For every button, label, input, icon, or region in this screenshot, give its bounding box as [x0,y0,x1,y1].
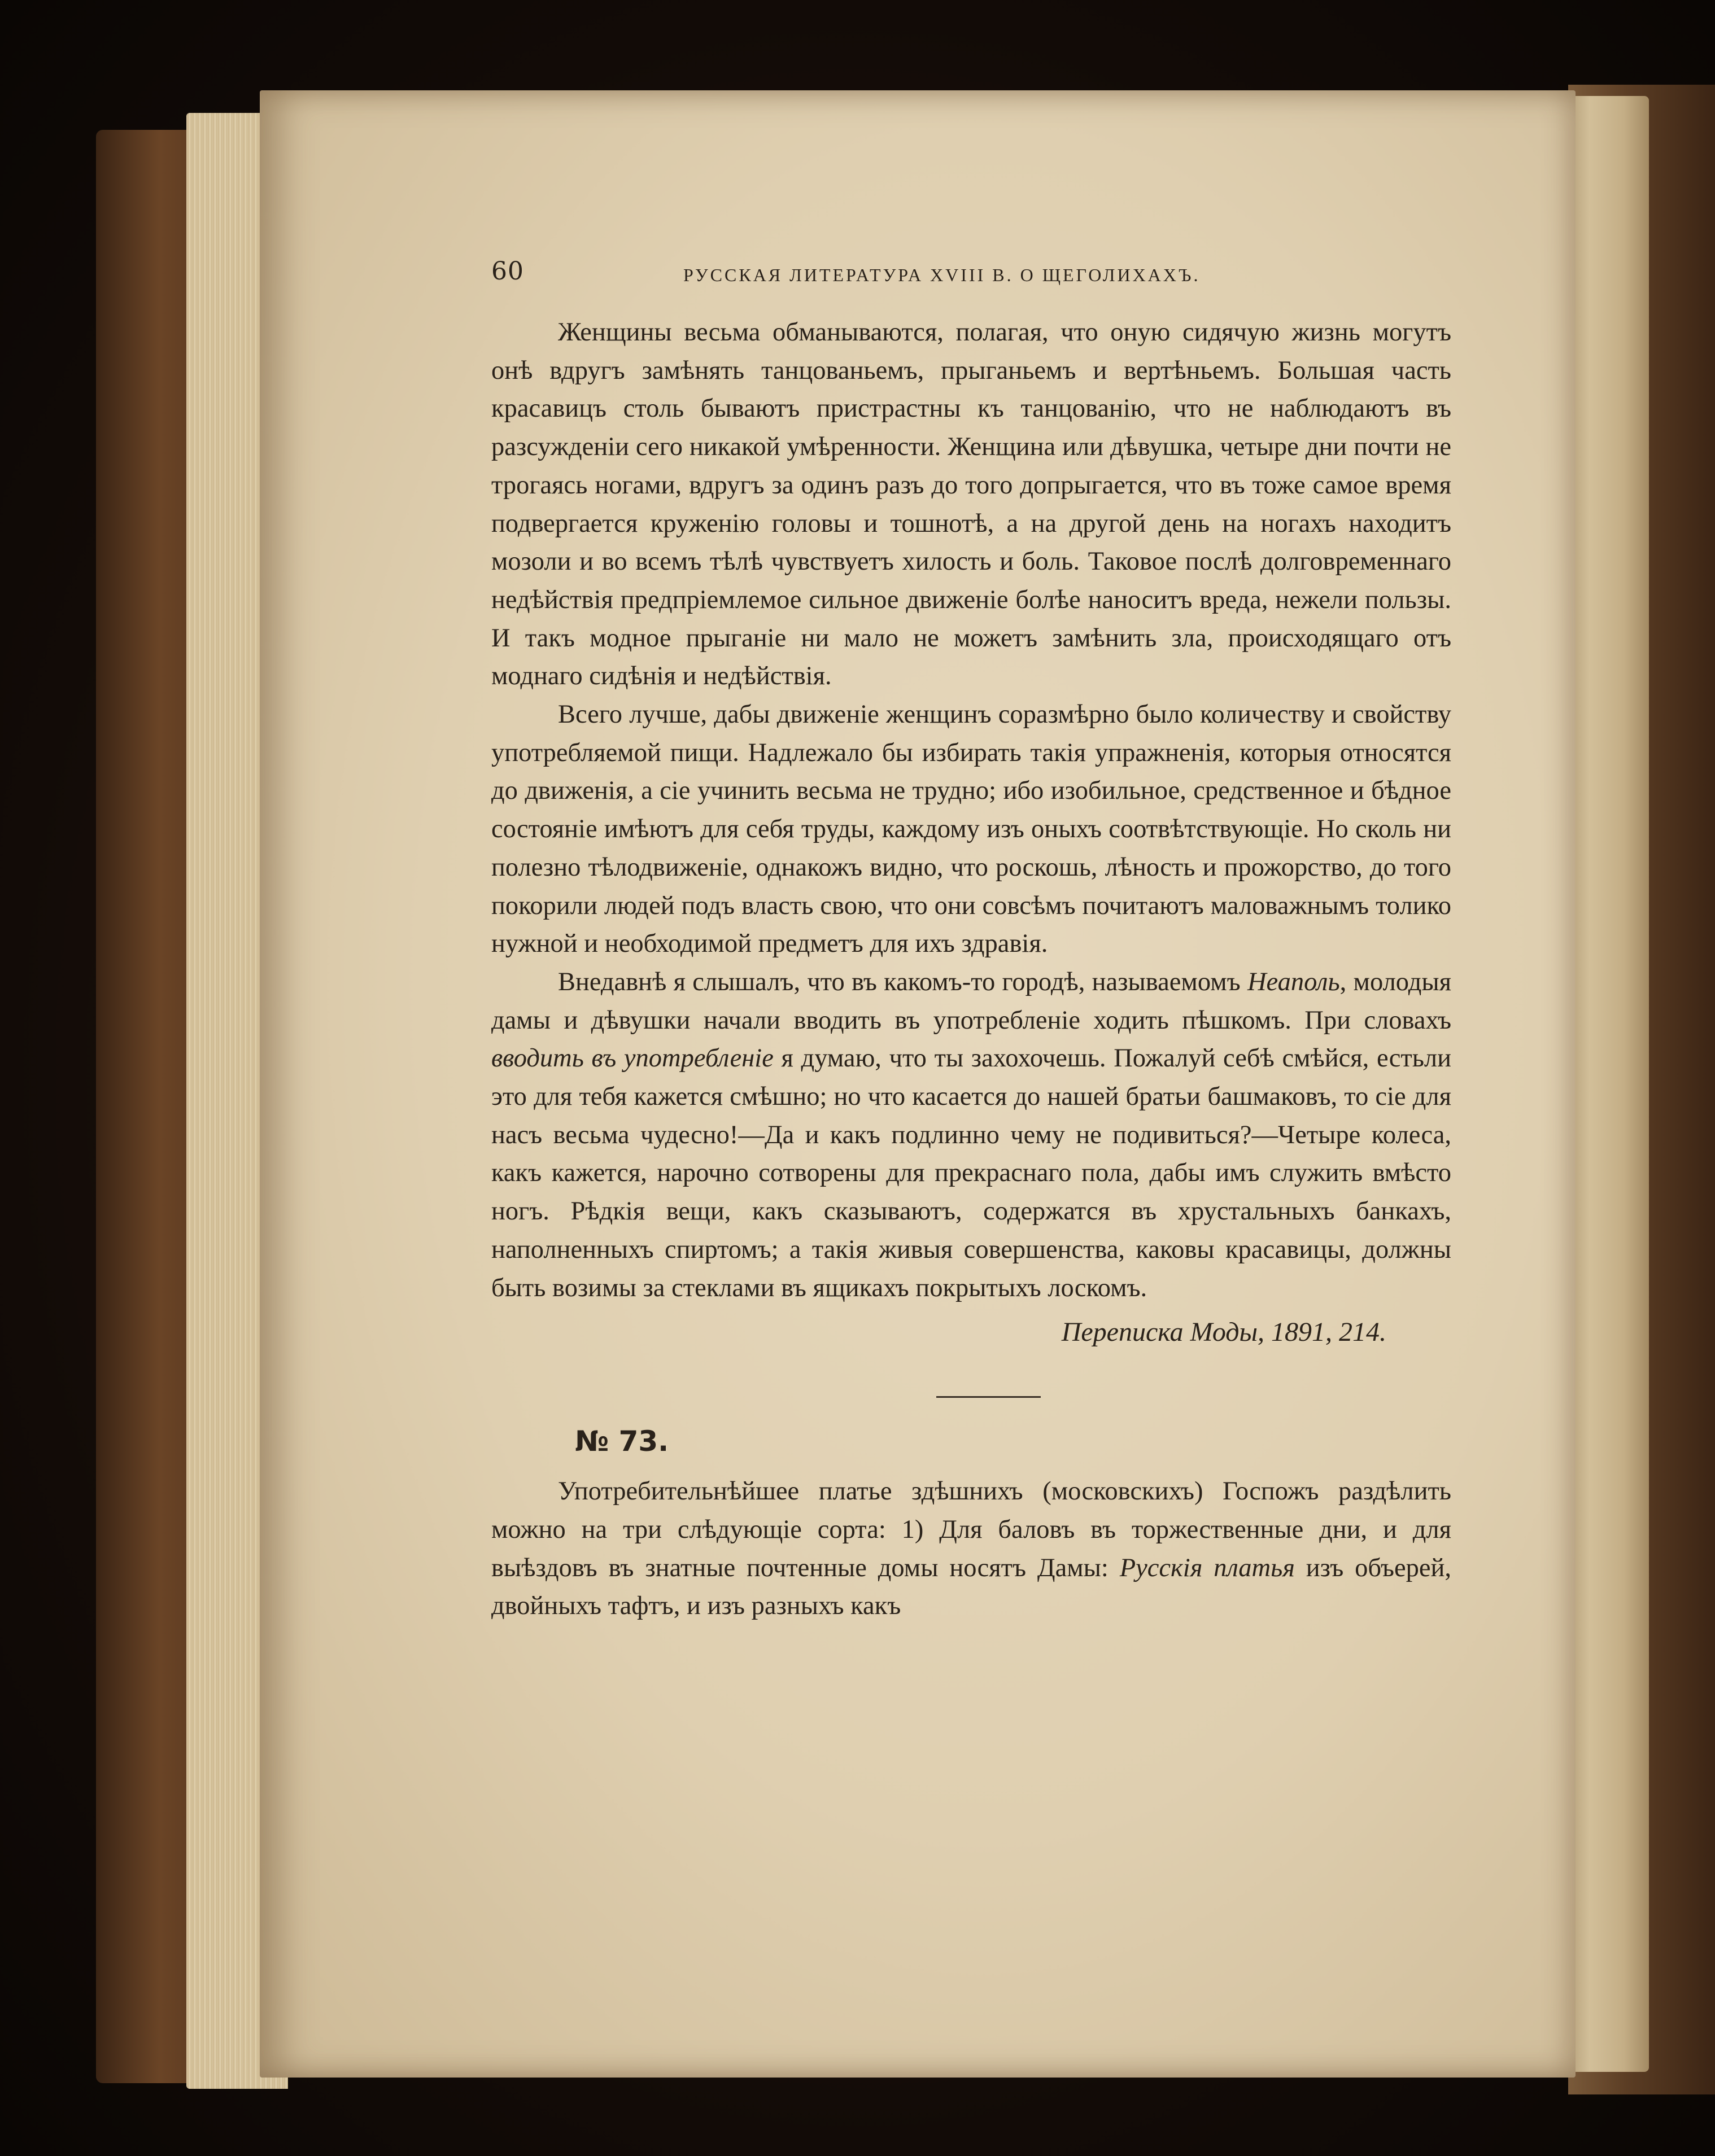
body-text [491,313,1451,1307]
running-head: РУССКАЯ ЛИТЕРАТУРА XVIII В. О ЩЕГОЛИХАХЪ. [683,265,1201,285]
text-run: Употребительнѣйшее платье здѣшнихъ (московскихъ) Госпожъ раздѣлить можно на три слѣдующіе сорта: 1) Для баловъ въ торжественные дни, и для выѣздовъ въ знатные почтенные домы носятъ Дамы: [491,1477,1451,1582]
citation: Переписка Моды, 1891, 214. [1061,1317,1386,1348]
section-number: № 73. [575,1425,669,1458]
text-run: я думаю, что ты захохочешь. Пожалуй себѣ смѣйся, естьли это для тебя кажется смѣшно; но что касается до нашей братьи башмаковъ, то сіе для насъ весьма чудесно!—Да и какъ подлинно чему не подивиться?—Четыре колеса, какъ кажется, нарочно сотворены для прекраснаго пола, дабы имъ служить вмѣсто ногъ. Рѣдкія вещи, какъ сказываютъ, содержатся въ хрустальныхъ банкахъ, наполненныхъ спиртомъ; а такія живыя совершенства, каковы красавицы, должны быть возимы за стеклами въ ящикахъ покрытыхъ лоскомъ. [491,1044,1451,1302]
paragraph-3 [491,963,1451,1307]
section-body [491,1472,1451,1625]
page-header [491,257,1451,296]
paragraph-1 [491,313,1451,696]
page-edges-right [1564,96,1649,2072]
page-number: 60 [491,257,524,286]
italic-run: вводить въ употребленіе [491,1044,774,1073]
page-content [491,257,1451,1625]
text-run: Внедавнѣ я слышалъ, что въ какомъ-то городѣ, называемомъ [558,967,1247,996]
text-run: изъ объерей, двойныхъ тафтъ, и изъ разныхъ какъ [491,1553,1451,1621]
italic-run: Русскія платья [1119,1553,1295,1582]
paragraph-2 [491,696,1451,963]
section-paragraph [491,1472,1451,1625]
section-divider [936,1396,1041,1398]
italic-run: Неаполь [1247,967,1340,996]
text-run: Женщины весьма обманываются, полагая, что оную сидячую жизнь могутъ онѣ вдругъ замѣнять танцованьемъ, прыганьемъ и вертѣньемъ. Большая часть красавицъ столь бываютъ пристрастны къ танцованію, что не наблюдаютъ въ разсужденіи сего никакой умѣренности. Женщина или дѣвушка, четыре дни почти не трогаясь ногами, вдругъ за одинъ разъ до того допрыгается, что въ тоже самое время подвергается круженію головы и тошнотѣ, а на другой день на ногахъ находитъ мозоли и во всемъ тѣлѣ чувствуетъ хилость и боль. Таковое послѣ долговременнаго недѣйствія предпріемлемое сильное движеніе болѣе наноситъ вреда, нежели пользы. И такъ модное прыганіе ни мало не можетъ замѣнить зла, происходящаго отъ моднаго сидѣнія и недѣйствія. [491,318,1451,691]
text-run: , молодыя дамы и дѣвушки начали вводить въ употребленіе ходить пѣшкомъ. При словахъ [491,967,1451,1035]
text-run: Всего лучше, дабы движеніе женщинъ соразмѣрно было количеству и свойству употребляемой пищи. Надлежало бы избирать такія упражненія, которыя относятся до движенія, а сіе учинить весьма не трудно; ибо изобильное, средственное и бѣдное состояніе имѣютъ для себя труды, каждому изъ оныхъ соотвѣтствующіе. Но сколь ни полезно тѣлодвиженіе, однакожъ видно, что роскошь, лѣность и прожорство, до того покорили людей подъ власть свою, что они совсѣмъ почитаютъ маловажнымъ толико нужной и необходимой предметъ для ихъ здравія. [491,700,1451,959]
